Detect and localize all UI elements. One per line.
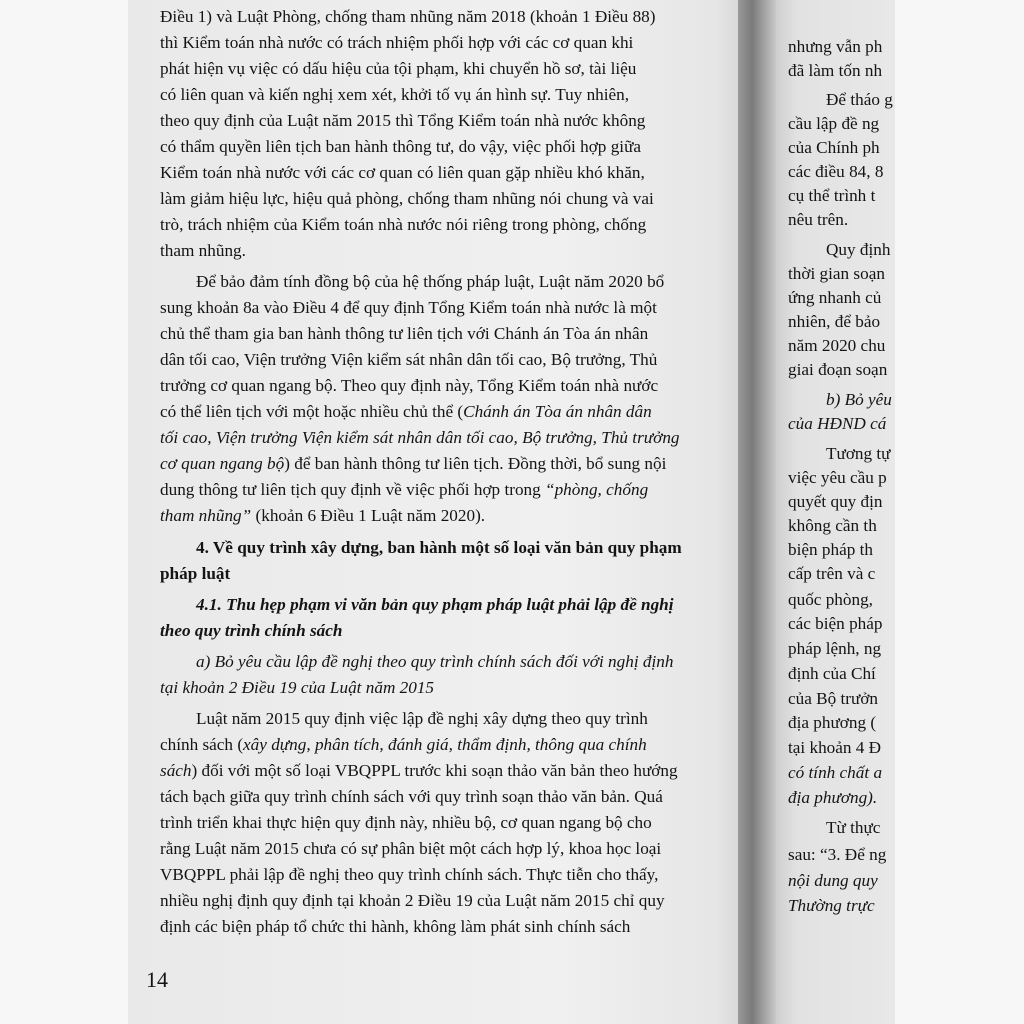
text-line: các biện pháp (788, 614, 883, 633)
background-right (895, 0, 1024, 1024)
italic-text-line: nội dung quy (788, 871, 878, 890)
text-line: Luật năm 2015 quy định việc lập đề nghị xây dựng theo quy trình (196, 709, 648, 728)
text-line: Để tháo g (826, 90, 893, 109)
text-run: dung thông tư liên tịch quy định về việc phối hợp trong (160, 480, 546, 499)
text-line: tại khoản 4 Đ (788, 738, 882, 757)
page-number: 14 (146, 967, 168, 992)
text-line: sau: “3. Để ng (788, 845, 887, 864)
subsection-heading: theo quy trình chính sách (160, 621, 343, 640)
text-line: ứng nhanh củ (788, 288, 882, 307)
left-page (128, 0, 740, 1024)
item-heading: b) Bỏ yêu (826, 390, 892, 409)
text-line: các điều 84, 8 (788, 162, 884, 181)
text-line: VBQPPL phải lập đề nghị theo quy trình chính sách. Thực tiễn cho thấy, (160, 865, 659, 884)
text-line (160, 402, 652, 422)
item-heading: tại khoản 2 Điều 19 của Luật năm 2015 (160, 678, 435, 697)
text-line (160, 761, 678, 781)
text-line: không cần th (788, 516, 877, 535)
italic-text-line: Thường trực (788, 896, 875, 915)
text-line (160, 735, 647, 755)
text-line: chủ thể tham gia ban hành thông tư liên tịch với Chánh án Tòa án nhân (160, 324, 649, 343)
text-line: nêu trên. (788, 210, 849, 229)
italic-text-line: có tính chất a (788, 763, 883, 782)
text-line: trò, trách nhiệm của Kiểm toán nhà nước nói riêng trong phòng, chống (160, 215, 647, 234)
text-line: giai đoạn soạn (788, 360, 888, 379)
text-line: Kiểm toán nhà nước với các cơ quan có liên quan gặp nhiều khó khăn, (160, 163, 645, 182)
text-line: định các biện pháp tổ chức thi hành, không làm phát sinh chính sách (160, 917, 631, 936)
text-line: của Chính ph (788, 138, 880, 157)
text-line: năm 2020 chu (788, 336, 886, 355)
text-line: cấp trên và c (788, 564, 876, 583)
text-line (160, 506, 485, 526)
text-line (160, 480, 648, 500)
text-line: của Bộ trưởn (788, 689, 878, 708)
text-line: nhưng vẫn ph (788, 37, 883, 56)
italic-text: cơ quan ngang bộ (160, 454, 285, 473)
text-line: việc yêu cầu p (788, 468, 887, 487)
text-line: dân tối cao, Viện trưởng Viện kiểm sát nhân dân tối cao, Bộ trưởng, Thủ (160, 350, 658, 369)
text-line: pháp lệnh, ng (788, 639, 882, 658)
text-line: theo quy định của Luật năm 2015 thì Tổng Kiểm toán nhà nước không (160, 111, 646, 130)
text-line: Từ thực (826, 818, 881, 837)
italic-text: sách (160, 761, 192, 780)
text-line: sung khoản 8a vào Điều 4 để quy định Tổng Kiểm toán nhà nước là một (160, 298, 657, 317)
background-left (0, 0, 128, 1024)
text-line: thời gian soạn (788, 264, 885, 283)
text-line: Để bảo đảm tính đồng bộ của hệ thống pháp luật, Luật năm 2020 bổ (196, 272, 665, 291)
italic-text-line: địa phương). (788, 788, 878, 807)
italic-text: xây dựng, phân tích, đánh giá, thẩm định, thông qua chính (243, 735, 647, 754)
italic-text: tham nhũng” (160, 506, 252, 525)
book-gutter (738, 0, 778, 1024)
text-line: làm giảm hiệu lực, hiệu quả phòng, chống tham nhũng nói chung và vai (160, 189, 654, 208)
italic-text: “phòng, chống (545, 480, 649, 499)
text-line: tham nhũng. (160, 241, 246, 260)
text-line: có thẩm quyền liên tịch ban hành thông tư, do vậy, việc phối hợp giữa (160, 137, 642, 156)
text-run: ) để ban hành thông tư liên tịch. Đồng thời, bổ sung nội (284, 454, 667, 473)
text-line: rằng Luật năm 2015 chưa có sự phân biệt một cách hợp lý, khoa học loại (160, 839, 662, 858)
text-line: Quy định (826, 240, 891, 259)
italic-text-line: tối cao, Viện trưởng Viện kiểm sát nhân dân tối cao, Bộ trưởng, Thủ trưởng (160, 428, 680, 447)
item-heading: của HĐND cá (788, 414, 887, 433)
text-line: nhiều nghị định quy định tại khoản 2 Điều 19 của Luật năm 2015 chỉ quy (160, 891, 665, 910)
text-line: Tương tự (826, 444, 891, 463)
subsection-heading: 4.1. Thu hẹp phạm vi văn bản quy phạm pháp luật phải lập đề nghị (196, 595, 674, 614)
text-line: định của Chí (788, 664, 876, 683)
text-line: quyết quy địn (788, 492, 883, 511)
text-line: đã làm tốn nh (788, 61, 883, 80)
section-heading: 4. Về quy trình xây dựng, ban hành một số loại văn bản quy phạm (196, 538, 682, 557)
text-run: (khoản 6 Điều 1 Luật năm 2020). (251, 506, 486, 525)
text-run: ) đối với một số loại VBQPPL trước khi soạn thảo văn bản theo hướng (191, 761, 678, 780)
text-line: biện pháp th (788, 540, 873, 559)
text-line: trình triển khai thực hiện quy định này, nhiều bộ, cơ quan ngang bộ cho (160, 813, 652, 832)
italic-text: Chánh án Tòa án nhân dân (463, 402, 652, 421)
text-line: thì Kiểm toán nhà nước có trách nhiệm phối hợp với các cơ quan khi (160, 33, 634, 52)
text-line: trưởng cơ quan ngang bộ. Theo quy định này, Tổng Kiểm toán nhà nước (160, 376, 659, 395)
text-line: Điều 1) và Luật Phòng, chống tham nhũng năm 2018 (khoản 1 Điều 88) (160, 7, 656, 26)
text-line: tách bạch giữa quy trình chính sách với quy trình soạn thảo văn bản. Quá (160, 787, 663, 806)
text-line: cầu lập đề ng (788, 114, 880, 133)
section-heading: pháp luật (160, 564, 231, 583)
right-page (776, 0, 895, 1024)
text-line: có liên quan và kiến nghị xem xét, khởi tố vụ án hình sự. Tuy nhiên, (160, 85, 630, 104)
text-line (160, 454, 666, 474)
text-line: phát hiện vụ việc có dấu hiệu của tội phạm, khi chuyển hồ sơ, tài liệu (160, 59, 637, 78)
text-run: có thể liên tịch với một hoặc nhiều chủ thể ( (160, 402, 464, 421)
text-run: chính sách ( (160, 735, 244, 754)
text-line: cụ thể trình t (788, 186, 876, 205)
item-heading: a) Bỏ yêu cầu lập đề nghị theo quy trình chính sách đối với nghị định (196, 652, 674, 671)
text-line: nhiên, để bảo (788, 312, 881, 331)
text-line: quốc phòng, (788, 590, 873, 609)
text-line: địa phương ( (788, 713, 877, 732)
